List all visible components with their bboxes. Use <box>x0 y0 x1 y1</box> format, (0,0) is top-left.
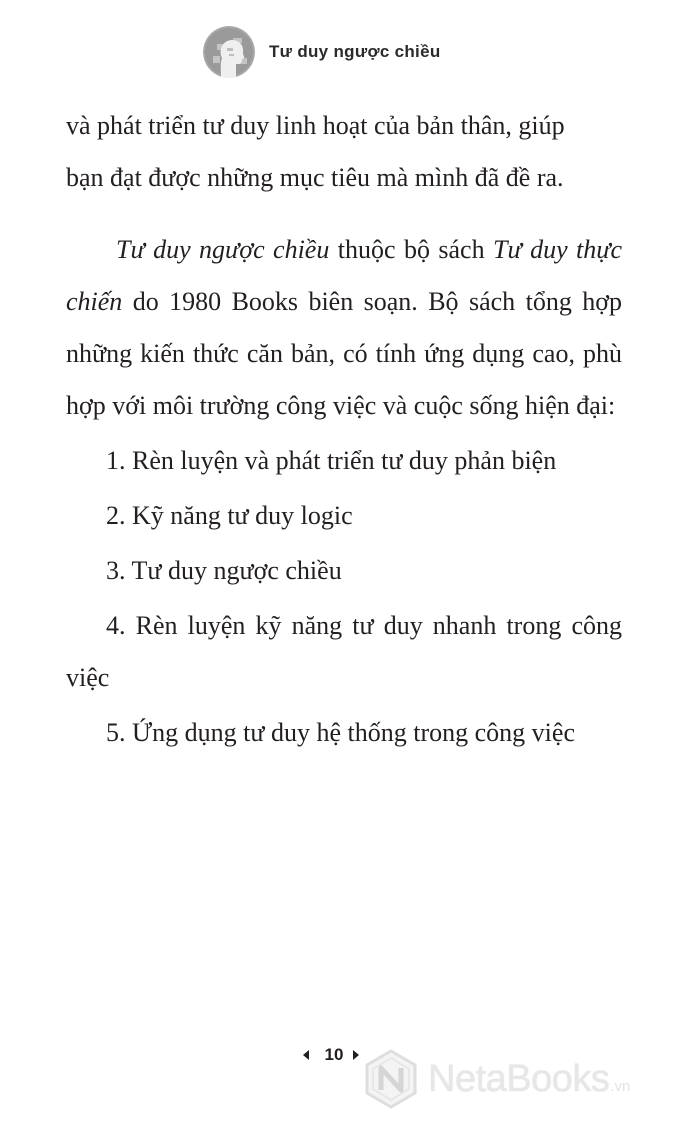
watermark-brand: NetaBooks <box>428 1057 610 1100</box>
series-text-2: do 1980 Books biên soạn. Bộ sách tổng hợp những kiến thức căn bản, có tính ứng dụng cao, phù hợp với môi trường công việc và cuộc sống hiện đại: <box>66 287 622 420</box>
page-number-indicator <box>303 1045 360 1065</box>
book-title-italic: Tư duy ngược chiều <box>116 235 330 264</box>
series-paragraph <box>66 224 622 432</box>
page-body <box>66 100 622 762</box>
triangle-left-icon <box>303 1050 309 1060</box>
intro-line-2: bạn đạt được những mục tiêu mà mình đã đề ra. <box>66 163 564 192</box>
list-item: 2. Kỹ năng tư duy logic <box>106 501 353 530</box>
list-item: 5. Ứng dụng tư duy hệ thống trong công việc <box>106 718 575 747</box>
book-series-list <box>66 435 622 759</box>
list-item: 4. Rèn luyện kỹ năng tư duy nhanh trong công việc <box>66 611 622 692</box>
intro-paragraph <box>66 100 622 204</box>
series-name-italic: Tư duy thực chiến <box>66 235 623 316</box>
running-header <box>203 26 441 78</box>
watermark-suffix: .vn <box>610 1077 631 1095</box>
series-text-1: thuộc bộ sách <box>329 235 494 264</box>
page-number: 10 <box>324 1045 344 1064</box>
running-header-title: Tư duy ngược chiều <box>269 42 441 61</box>
intro-line-1: và phát triển tư duy linh hoạt của bản thân, giúp <box>66 111 565 140</box>
triangle-right-icon <box>353 1050 359 1060</box>
watermark <box>360 1046 630 1112</box>
list-item: 1. Rèn luyện và phát triển tư duy phản biện <box>106 446 557 475</box>
list-item: 3. Tư duy ngược chiều <box>106 556 342 585</box>
thinking-head-icon <box>203 26 255 78</box>
netabooks-logo-icon <box>360 1048 422 1110</box>
